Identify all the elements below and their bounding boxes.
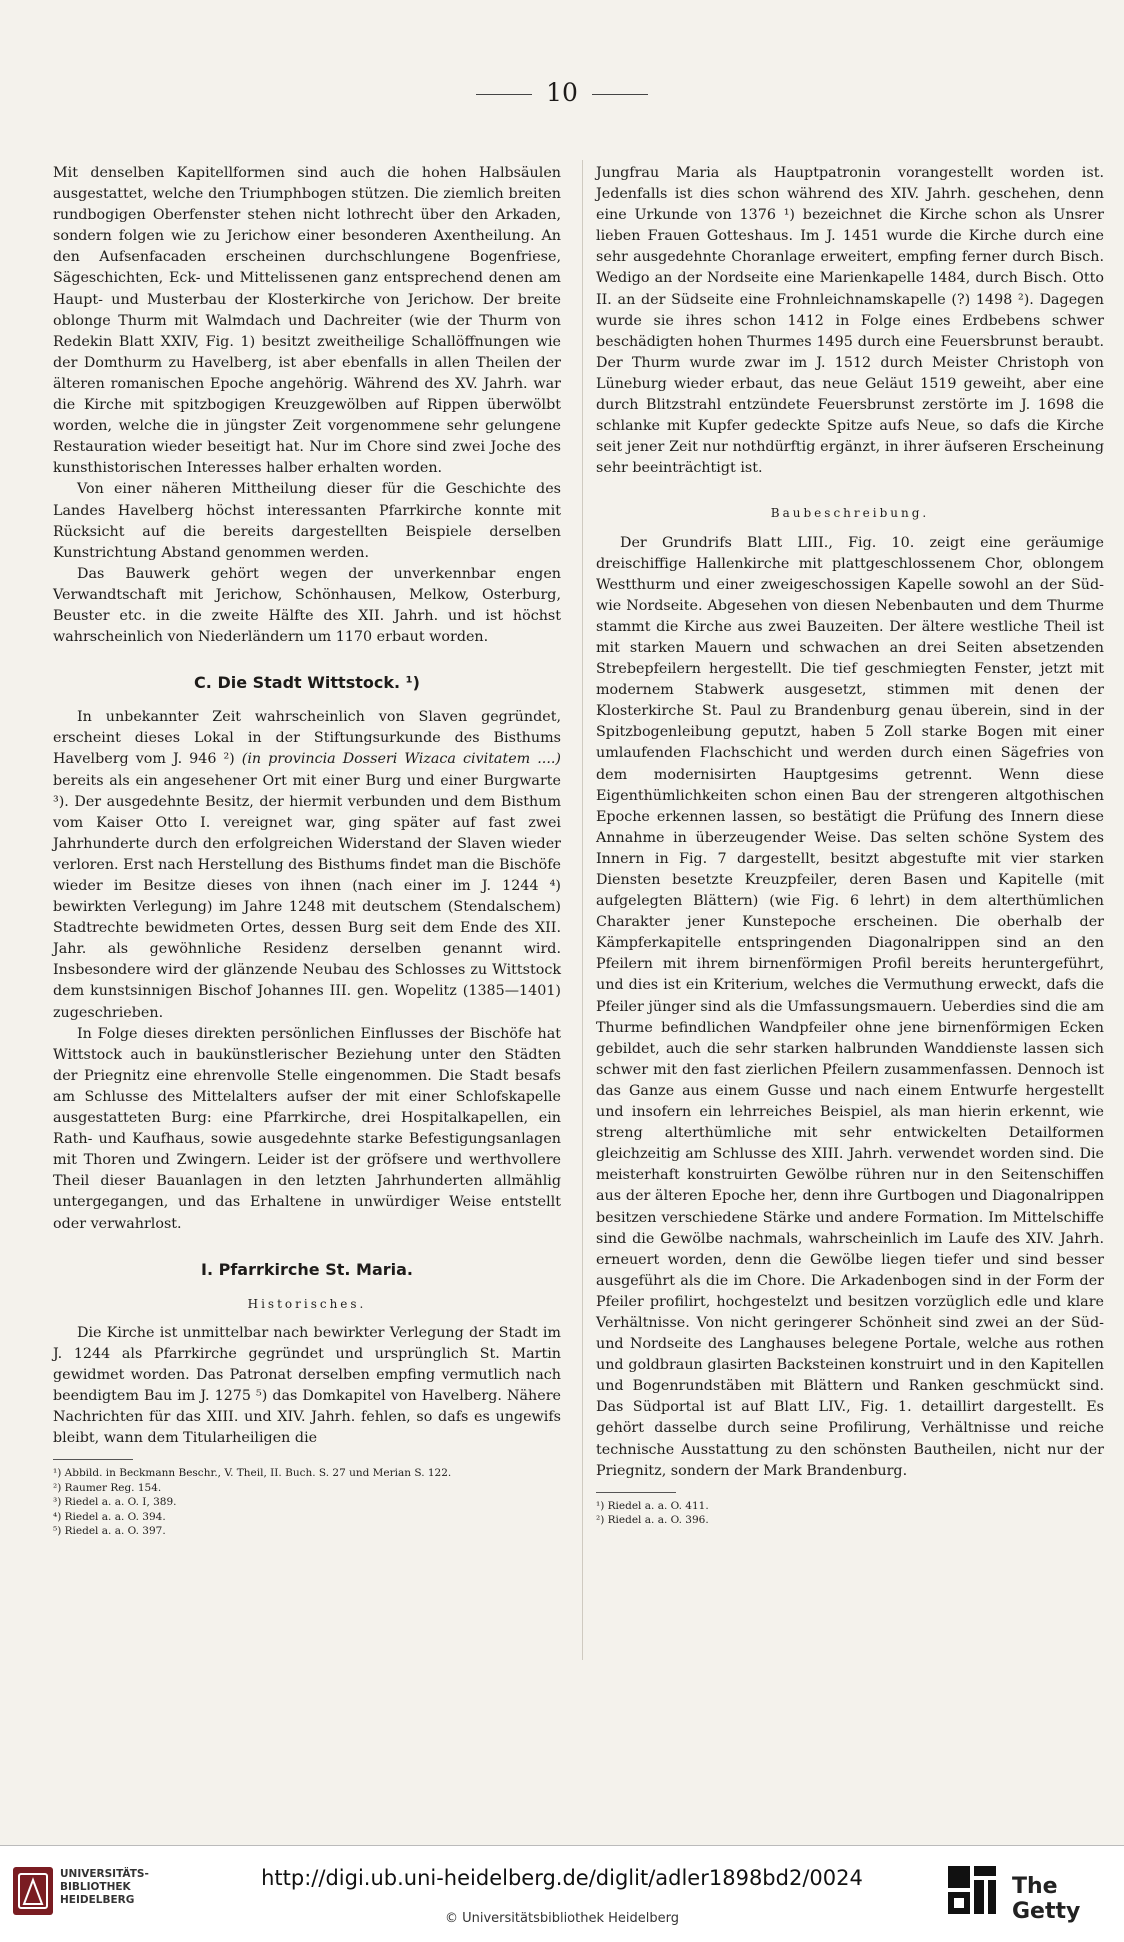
footnote: ¹) Abbild. in Beckmann Beschr., V. Theil, II. Buch. S. 27 und Merian S. 122.: [53, 1467, 452, 1480]
subsection-heading: Historisches.: [247, 1296, 367, 1311]
paragraph: [53, 707, 561, 1023]
spacer: [53, 1235, 561, 1259]
spacer: [53, 648, 561, 672]
footnote: ⁵) Riedel a. a. O. 397.: [53, 1525, 166, 1538]
footnote-rule: [596, 1492, 676, 1493]
section-heading: I. Pfarrkirche St. Maria.: [201, 1259, 413, 1279]
section-heading: C. Die Stadt Wittstock. ¹): [194, 673, 420, 693]
uni-line-2: BIBLIOTHEK: [60, 1881, 131, 1893]
footnote-rule: [53, 1459, 133, 1460]
left-column: [53, 163, 561, 1539]
paragraph-text: Jungfrau Maria als Hauptpatronin vorangestellt worden ist. Jedenfalls ist dies schon während des XIV. Jahrh. geschehen, denn eine Urkunde von 1376 ¹) bezeichnet die Kirche schon als Unsrer lieben Frauen Gotteshaus. Im J. 1451 wurde die Kirche durch eine sehr ausgedehnte Choranlage erweitert, empfing ferner durch Bisch. Wedigo an der Nordseite eine Marienkapelle 1484, durch Bisch. Otto II. an der Südseite eine Frohnleichnamskapelle (?) 1498 ²). Dagegen wurde sie ihres schon 1412 in Folge eines Erdbebens schwer beschädigten hohen Thurmes 1495 durch eine Feuersbrunst beraubt. Der Thurm wurde zwar im J. 1512 durch Meister Christoph von Lüneburg wieder erbaut, das neue Geläut 1519 geweiht, aber eine durch Blitzstrahl entzündete Feuersbrunst zerstörte im J. 1698 die schlanke mit Kupfer gedeckte Spitze aufs Neue, so dafs die Kirche seit jener Zeit nur nothdürftig ergänzt, in ihrer äufseren Erscheinung sehr beeinträchtigt ist.: [596, 165, 1104, 477]
spacer: [53, 1280, 561, 1294]
right-column: [596, 163, 1104, 1528]
paragraph-text: bereits als ein angesehener Ort mit einer Burg und einer Burgwarte ³). Der ausgedehnte Besitz, der hiermit verbunden und dem Bisthum vom Kaiser Otto I. vereignet war, ging später auf fast zwei Jahrhunderte durch den erfolgreichen Widerstand der Slaven wieder verloren. Erst nach Herstellung des Bisthums findet man die Bischöfe wieder im Besitze dieses von ihnen (nach einer im J. 1244 ⁴) bewirkten Verlegung) im Jahre 1248 mit deutschem (Stendalschem) Stadtrechte bewidmeten Ortes, dessen Burg seit dem Ende des XII. Jahr. als gewöhnliche Residenz derselben genannt wird. Insbesondere wird der glänzende Neubau des Schlosses zu Wittstock dem kunstsinnigen Bischof Johannes III. gen. Wopelitz (1385—1401) zugeschrieben.: [53, 772, 561, 1021]
paragraph-text: In Folge dieses direkten persönlichen Einflusses der Bischöfe hat Wittstock auch in baukünstlerischer Beziehung unter den Städten der Priegnitz eine ehrenvolle Stelle eingenommen. Die Stadt besafs am Schlusse des Mittelalters aufser der mit einer Schlofskapelle ausgestatteten Burg: eine Pfarrkirche, drei Hospitalkapellen, ein Rath- und Kaufhaus, sowie ausgedehnte starke Befestigungsanlagen mit Thoren und Zwingern. Leider ist der gröfsere und werthvollere Theil dieser Bauanlagen in den letzten Jahrhunderten allmählig untergegangen, und das Erhaltene in unwürdiger Weise entstellt oder verwahrlost.: [53, 1025, 561, 1232]
copyright-notice: © Universitätsbibliothek Heidelberg: [444, 1911, 679, 1926]
latin-quote: (in provincia Dosseri Wizaca civitatem ....): [234, 751, 561, 768]
footnote: ²) Raumer Reg. 154.: [53, 1481, 162, 1494]
paragraph-text: Das Bauwerk gehört wegen der unverkennbar engen Verwandtschaft mit Jerichow, Schönhausen, Melkow, Osterburg, Beuster etc. in die zweite Hälfte des XII. Jahrh. und ist höchst wahrscheinlich von Niederländern um 1170 erbaut worden.: [53, 565, 561, 646]
footnote: ²) Riedel a. a. O. 396.: [596, 1514, 709, 1527]
paragraph: [53, 1323, 561, 1450]
subsection-heading: Baubeschreibung.: [770, 506, 930, 521]
paragraph-text: Die Kirche ist unmittelbar nach bewirkter Verlegung der Stadt im J. 1244 als Pfarrkirche gegründet und ursprünglich St. Martin gewidmet worden. Das Patronat derselben empfing vermutlich nach beendigtem Bau im J. 1275 ⁵) das Domkapitel von Havelberg. Nähere Nachrichten für das XIII. und XIV. Jahrh. fehlen, so dafs es ungewifs bleibt, wann dem Titularheiligen die: [53, 1324, 561, 1447]
viewer-footer: [0, 1845, 1124, 1942]
paragraph-text: In unbekannter Zeit wahrscheinlich von Slaven gegründet, erscheint dieses Lokal in der Stiftungsurkunde des Bisthums Havelberg vom J. 946 ²): [53, 709, 561, 768]
page-number: 10: [0, 78, 1124, 107]
spacer: [53, 693, 561, 707]
paragraph: [53, 479, 561, 563]
paragraph-text: Von einer näheren Mittheilung dieser für die Geschichte des Landes Havelberg höchst interessanten Pfarrkirche konnte mit Rücksicht auf die bereits dargestellten Beispiele derselben Kunstrichtung Abstand genommen werden.: [53, 481, 561, 561]
paragraph: [53, 1024, 561, 1235]
paragraph: [53, 564, 561, 648]
paragraph: [596, 533, 1104, 1482]
spacer: [53, 1315, 561, 1323]
getty-label: The Getty: [1012, 1874, 1081, 1924]
spacer: [596, 479, 1104, 503]
paragraph-text: Mit denselben Kapitellformen sind auch die hohen Halbsäulen ausgestattet, welche den Triumphbogen stützen. Die ziemlich breiten rundbogigen Oberfenster stehen nicht lothrecht über den Arkaden, sondern folgen wie zu Jerichow einer besonderen Axentheilung. An den Aufsenfacaden erscheinen durchschlungene Bogenfriese, Sägeschichten, Eck- und Mittelissenen ganz entsprechend denen am Haupt- und Musterbau der Klosterkirche von Jerichow. Der breite oblonge Thurm mit Walmdach und Dachreiter (wie der Thurm von Redekin Blatt XXIV, Fig. 1) besitzt zweitheilige Schallöffnungen wie der Domthurm zu Havelberg, ist aber ebenfalls in allen Theilen der älteren romanischen Epoche angehörig. Während des XV. Jahrh. war die Kirche mit spitzbogigen Kreuzgewölben auf Rippen überwölbt worden, welche die in jüngster Zeit vorgenommene sehr gelungene Restauration wieder beseitigt hat. Nur im Chore sind zwei Joche des kunsthistorischen Interesses halber erhalten worden.: [53, 165, 561, 477]
footnote: ⁴) Riedel a. a. O. 394.: [53, 1510, 166, 1523]
getty-mark-icon: [944, 1862, 1000, 1918]
footnote: ³) Riedel a. a. O. I, 389.: [53, 1496, 177, 1509]
footnote: ¹) Riedel a. a. O. 411.: [596, 1499, 709, 1512]
uni-line-3: HEIDELBERG: [60, 1894, 135, 1906]
uni-line-1: UNIVERSITÄTS-: [60, 1868, 149, 1880]
paragraph-text: Der Grundrifs Blatt LIII., Fig. 10. zeigt eine geräumige dreischiffige Hallenkirche mit plattgeschlossenem Chor, oblongem Westthurm und einer zweigeschossigen Kapelle sowohl an der Süd- wie Nordseite. Abgesehen von diesen Nebenbauten und dem Thurme stammt die Kirche aus zwei Bauzeiten. Der ältere westliche Theil ist mit starken Mauern und schwachen an drei Seiten absetzenden Strebepfeilern hergestellt. Die tief geschmiegten Fenster, jetzt mit modernem Stabwerk ausgesetzt, stimmen mit denen der Klosterkirche St. Paul zu Brandenburg genau überein, sind in der Spitzbogenleibung geputzt, haben 5 Zoll starke Bogen mit einer umlaufenden Flachschicht und werden durch einen Sägefries von dem modernisirten Hauptgesims getrennt. Wenn diese Eigenthümlichkeiten schon einen Bau der strengeren altgothischen Epoche erkennen lassen, so bestätigt die Prüfung des Innern diese Annahme in überzeugender Weise. Das selten schöne System des Innern in Fig. 7 dargestellt, besitzt abgestufte mit vier starken Diensten besetzte Kreuzpfeiler, deren Basen und Kapitelle (mit aufgelegten Blättern) (wie Fig. 6 lehrt) in dem alterthümlichen Charakter jener Kunstepoche erscheinen. Die oberhalb der Kämpferkapitelle entspringenden Diagonalrippen sind an den Pfeilern mit ihrem birnenförmigen Profil bereits heruntergeführt, und dies ist ein Kriterium, welches die Vermuthung erweckt, dafs die Pfeiler jünger sind als die Umfassungsmauern. Ueberdies sind die am Thurme befindlichen Wandpfeiler ohne jene birnenförmigen Ecken gebildet, auch die sehr starken halbrunden Wanddienste lassen sich schwer mit den fast zierlichen Pfeilern zusammenfassen. Dennoch ist das Ganze aus einem Gusse und nach einem Entwurfe hergestellt und insofern ein lehrreiches Beispiel, als man hierin erkennt, wie streng alterthümliche mit sehr entwickelten Detailformen gleichzeitig am Schlusse des XIII. Jahrh. verwendet worden sind. Die meisterhaft konstruirten Gewölbe rühren nur in den Seitenschiffen aus der älteren Epoche her, denn ihre Gurtbogen und Diagonalrippen besitzen verschiedene Stärke und andere Formation. Im Mittelschiffe sind die Gewölbe nachmals, wahrscheinlich im Laufe des XIV. Jahrh. erneuert worden, denn die Gewölbe liegen tiefer und sind besser ausgeführt als die im Chore. Die Arkadenbogen sind in der Form der Pfeiler profilirt, hochgestelzt und besitzen vorzüglich edle und klare Verhältnisse. Von nicht geringerer Schönheit sind zwei an der Süd- und Nordseite des Langhauses belegene Portale, welche aus rothen und goldbraun glasirten Backsteinen konstruirt und in den Kapitellen und Bogenrundstäben mit Blättern und Ranken geschmückt sind. Das Südportal ist auf Blatt LIV., Fig. 1. detaillirt dargestellt. Es gehört dasselbe durch seine Profilirung, Verhältnisse und reiche technische Ausstattung zu den schönsten Bautheilen, nicht nur der Priegnitz, sondern der Mark Brandenburg.: [596, 534, 1104, 1479]
paragraph: [596, 163, 1104, 479]
spacer: [596, 525, 1104, 533]
paragraph: [53, 163, 561, 479]
permalink[interactable]: http://digi.ub.uni-heidelberg.de/diglit/adler1898bd2/0024: [261, 1866, 863, 1890]
column-divider: [582, 160, 583, 1660]
